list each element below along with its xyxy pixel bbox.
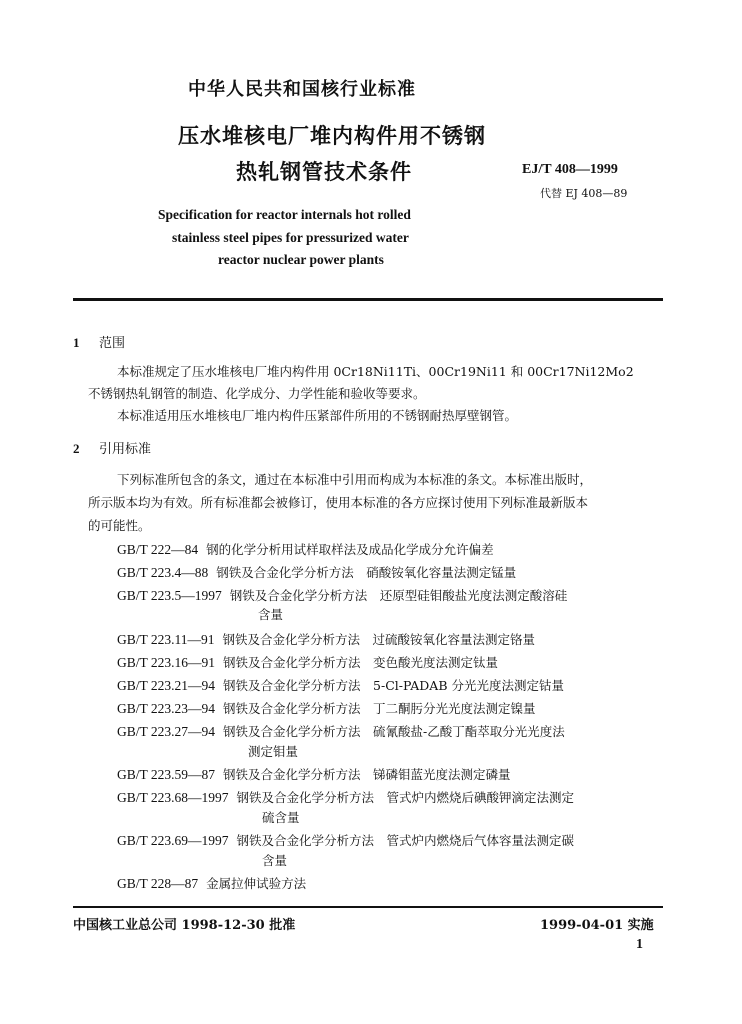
section-1-heading [73,332,125,351]
reference-title: 钢铁及合金化学分析方法 锑磷钼蓝光度法测定磷量 [223,767,511,782]
english-title-line-1: Specification for reactor internals hot rolled [158,207,411,222]
reference-item [117,653,498,671]
section-1-title: 范围 [99,336,126,351]
page-number: 1 [636,937,643,952]
reference-code: GB/T 223.4—88 [117,565,209,580]
industry-standard-label: 中华人民共和国核行业标准 [188,79,416,100]
section-2-line: 的可能性。 [88,518,151,533]
reference-code: GB/T 223.21—94 [117,678,216,693]
reference-title: 钢铁及合金化学分析方法 硝酸铵氧化容量法测定锰量 [216,565,517,580]
reference-code: GB/T 223.27—94 [117,724,216,739]
reference-item [117,874,306,892]
reference-code: GB/T 223.11—91 [117,632,215,647]
reference-code: GB/T 223.69—1997 [117,833,229,848]
reference-title: 钢铁及合金化学分析方法 变色酸光度法测定钛量 [223,655,499,670]
reference-code: GB/T 223.16—91 [117,655,216,670]
reference-continuation: 含量 [262,853,288,868]
reference-title: 钢铁及合金化学分析方法 管式炉内燃烧后气体容量法测定碳 [236,833,575,848]
reference-code: GB/T 222—84 [117,542,199,557]
reference-item [117,788,574,806]
reference-title: 钢铁及合金化学分析方法 硫氰酸盐-乙酸丁酯萃取分光光度法 [223,724,565,739]
replaces-note: 代替 EJ 408—89 [540,187,628,200]
reference-item [117,630,535,648]
reference-item [117,540,494,558]
title-line-1: 压水堆核电厂堆内构件用不锈钢 [178,124,486,148]
reference-continuation: 测定钼量 [248,744,299,759]
reference-code: GB/T 223.68—1997 [117,790,229,805]
reference-item [117,699,536,717]
effective-date: 1999-04-01 实施 [540,918,654,933]
reference-item [117,563,516,581]
reference-title: 钢铁及合金化学分析方法 还原型硅钼酸盐光度法测定酸溶硅 [229,588,568,603]
reference-title: 钢的化学分析用试样取样法及成品化学成分允许偏差 [206,542,494,557]
section-1-number: 1 [73,335,80,350]
section-1-line: 本标准规定了压水堆核电厂堆内构件用 0Cr18Ni11Ti、00Cr19Ni11 和 00Cr17Ni12Mo2 [117,364,634,379]
header-divider [73,298,663,301]
section-2-heading [73,438,151,457]
reference-continuation: 硫含量 [262,810,300,825]
section-2-title: 引用标准 [99,442,152,457]
english-title-line-3: reactor nuclear power plants [218,252,384,267]
english-title-line-2: stainless steel pipes for pressurized water [172,230,409,245]
approval-line: 中国核工业总公司 1998-12-30 批准 [73,918,296,933]
section-1-line: 不锈钢热轧钢管的制造、化学成分、力学性能和验收等要求。 [88,386,426,401]
section-2-number: 2 [73,441,80,456]
reference-item [117,586,567,604]
section-2-line: 所示版本均为有效。所有标准都会被修订，使用本标准的各方应探讨使用下列标准最新版本 [88,495,589,510]
reference-item [117,831,574,849]
reference-item [117,722,565,740]
reference-continuation: 含量 [258,607,284,622]
reference-item [117,765,511,783]
standard-code: EJ/T 408—1999 [522,162,618,177]
reference-item [117,676,564,694]
footer-divider [73,906,663,908]
reference-title: 钢铁及合金化学分析方法 管式炉内燃烧后碘酸钾滴定法测定 [236,790,575,805]
section-1-line: 本标准适用压水堆核电厂堆内构件压紧部件所用的不锈钢耐热厚壁钢管。 [117,408,518,423]
reference-code: GB/T 223.23—94 [117,701,216,716]
reference-title: 金属拉伸试验方法 [206,876,307,891]
reference-title: 钢铁及合金化学分析方法 过硫酸铵氧化容量法测定铬量 [222,632,536,647]
reference-code: GB/T 223.5—1997 [117,588,222,603]
reference-code: GB/T 223.59—87 [117,767,216,782]
reference-code: GB/T 228—87 [117,876,199,891]
section-2-line: 下列标准所包含的条文，通过在本标准中引用而构成为本标准的条文。本标准出版时， [117,472,593,487]
reference-title: 钢铁及合金化学分析方法 5-Cl-PADAB 分光光度法测定钴量 [223,678,564,693]
reference-title: 钢铁及合金化学分析方法 丁二酮肟分光光度法测定镍量 [223,701,536,716]
title-line-2: 热轧钢管技术条件 [236,160,412,184]
